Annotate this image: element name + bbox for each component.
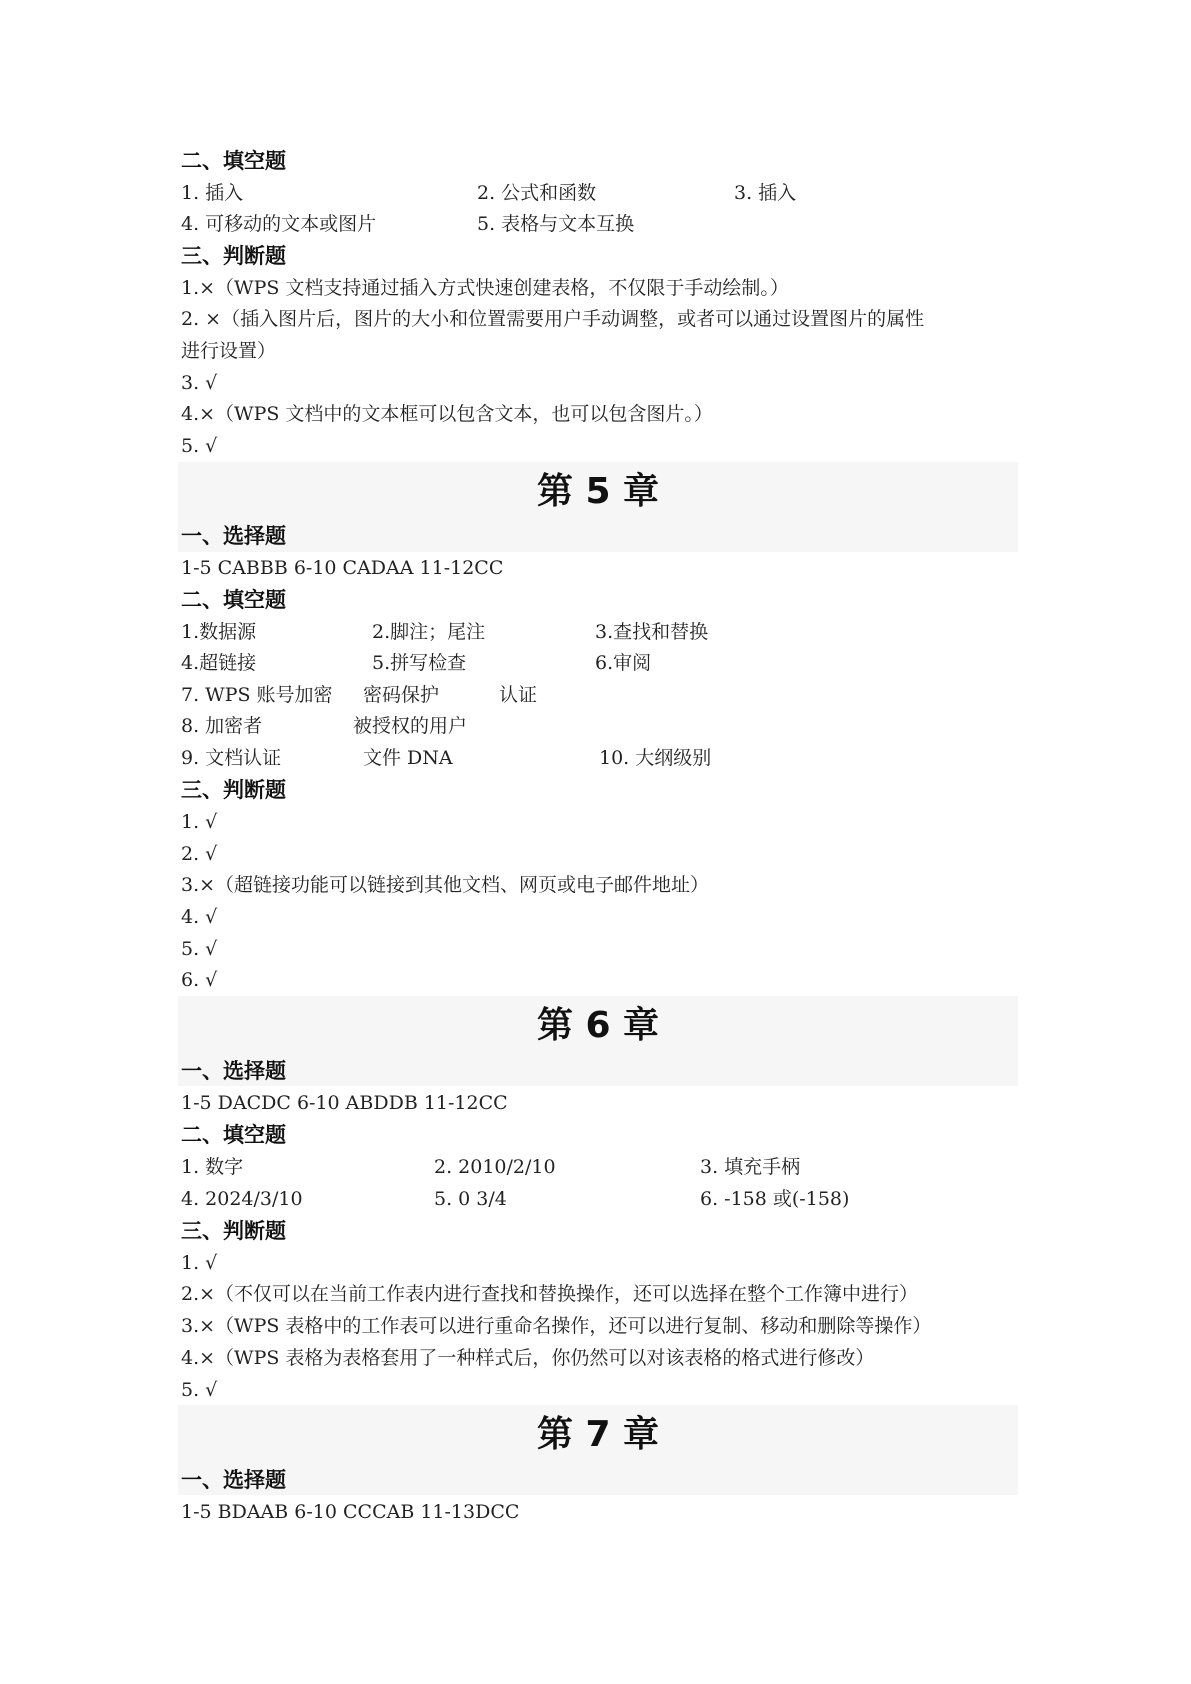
answer-item: 1-5 DACDC 6-10 ABDDB 11-12CC bbox=[181, 1092, 508, 1114]
answer-item: 4.×（WPS 文档中的文本框可以包含文本，也可以包含图片。） bbox=[181, 403, 713, 425]
answer-item: 2. ×（插入图片后，图片的大小和位置需要用户手动调整，或者可以通过设置图片的属性 bbox=[181, 308, 925, 330]
answer-item: 2. √ bbox=[181, 843, 218, 865]
answer-item: 5. 表格与文本互换 bbox=[477, 213, 635, 235]
answer-item: 4. 可移动的文本或图片 bbox=[181, 213, 377, 235]
answer-row bbox=[181, 713, 1021, 739]
answer-item: 7. WPS 账号加密 bbox=[181, 684, 333, 706]
answer-item: 1. 数字 bbox=[181, 1156, 244, 1178]
answer-item: 5. 0 3/4 bbox=[434, 1188, 507, 1210]
answer-item: 3.×（超链接功能可以链接到其他文档、网页或电子邮件地址） bbox=[181, 874, 710, 896]
answer-item: 1-5 BDAAB 6-10 CCCAB 11-13DCC bbox=[181, 1501, 520, 1523]
answer-item: 9. 文档认证 bbox=[181, 747, 282, 769]
section-heading-choice: 一、选择题 bbox=[181, 1059, 286, 1083]
answer-row bbox=[181, 745, 1021, 771]
answer-item: 认证 bbox=[499, 684, 538, 706]
answer-row bbox=[181, 619, 1021, 645]
answer-item: 5. √ bbox=[181, 938, 218, 960]
answer-item: 1.数据源 bbox=[181, 621, 257, 643]
answer-item: 2. 公式和函数 bbox=[477, 182, 597, 204]
section-heading-fill-in: 二、填空题 bbox=[181, 1123, 286, 1147]
section-heading-true-false: 三、判断题 bbox=[181, 244, 286, 268]
answer-item: 文件 DNA bbox=[363, 747, 453, 769]
answer-item: 3. 填充手柄 bbox=[700, 1156, 801, 1178]
answer-item: 6. √ bbox=[181, 969, 218, 991]
answer-item: 6. -158 或(-158) bbox=[700, 1188, 850, 1210]
chapter-title: 第 5 章 bbox=[536, 471, 660, 512]
answer-row bbox=[181, 650, 1021, 676]
answer-item: 4. 2024/3/10 bbox=[181, 1188, 303, 1210]
answer-row bbox=[181, 180, 1021, 206]
answer-item: 3. 插入 bbox=[734, 182, 797, 204]
section-heading-true-false: 三、判断题 bbox=[181, 1219, 286, 1243]
answer-item: 被授权的用户 bbox=[353, 715, 468, 737]
answer-item: 5. √ bbox=[181, 435, 218, 457]
section-heading-fill-in: 二、填空题 bbox=[181, 149, 286, 173]
answer-item: 4. √ bbox=[181, 906, 218, 928]
chapter-title: 第 7 章 bbox=[536, 1414, 660, 1455]
answer-item: 5. √ bbox=[181, 1379, 218, 1401]
section-heading-true-false: 三、判断题 bbox=[181, 778, 286, 802]
section-heading-choice: 一、选择题 bbox=[181, 524, 286, 548]
answer-row bbox=[181, 211, 1021, 237]
answer-item: 1-5 CABBB 6-10 CADAA 11-12CC bbox=[181, 557, 504, 579]
section-heading-fill-in: 二、填空题 bbox=[181, 588, 286, 612]
answer-row bbox=[181, 1154, 1021, 1180]
answer-item: 1. √ bbox=[181, 811, 218, 833]
answer-item: 4.×（WPS 表格为表格套用了一种样式后，你仍然可以对该表格的格式进行修改） bbox=[181, 1347, 875, 1369]
answer-item: 5.拼写检查 bbox=[372, 652, 467, 674]
answer-row bbox=[181, 682, 1021, 708]
answer-item: 密码保护 bbox=[363, 684, 440, 706]
answer-item: 2.脚注；尾注 bbox=[372, 621, 486, 643]
answer-item: 6.审阅 bbox=[595, 652, 652, 674]
answer-item: 4.超链接 bbox=[181, 652, 257, 674]
section-heading-choice: 一、选择题 bbox=[181, 1468, 286, 1492]
answer-item: 8. 加密者 bbox=[181, 715, 263, 737]
answer-item: 3. √ bbox=[181, 372, 218, 394]
answer-item: 3.查找和替换 bbox=[595, 621, 709, 643]
answer-item: 1. 插入 bbox=[181, 182, 244, 204]
answer-item: 2. 2010/2/10 bbox=[434, 1156, 556, 1178]
answer-item: 10. 大纲级别 bbox=[599, 747, 712, 769]
answer-item: 1.×（WPS 文档支持通过插入方式快速创建表格，不仅限于手动绘制。） bbox=[181, 277, 789, 299]
answer-item: 1. √ bbox=[181, 1252, 218, 1274]
answer-item: 进行设置） bbox=[181, 340, 277, 362]
answer-item: 2.×（不仅可以在当前工作表内进行查找和替换操作，还可以选择在整个工作簿中进行） bbox=[181, 1283, 919, 1305]
chapter-title: 第 6 章 bbox=[536, 1005, 660, 1046]
answer-item: 3.×（WPS 表格中的工作表可以进行重命名操作，还可以进行复制、移动和删除等操作） bbox=[181, 1315, 932, 1337]
answer-row bbox=[181, 1186, 1021, 1212]
